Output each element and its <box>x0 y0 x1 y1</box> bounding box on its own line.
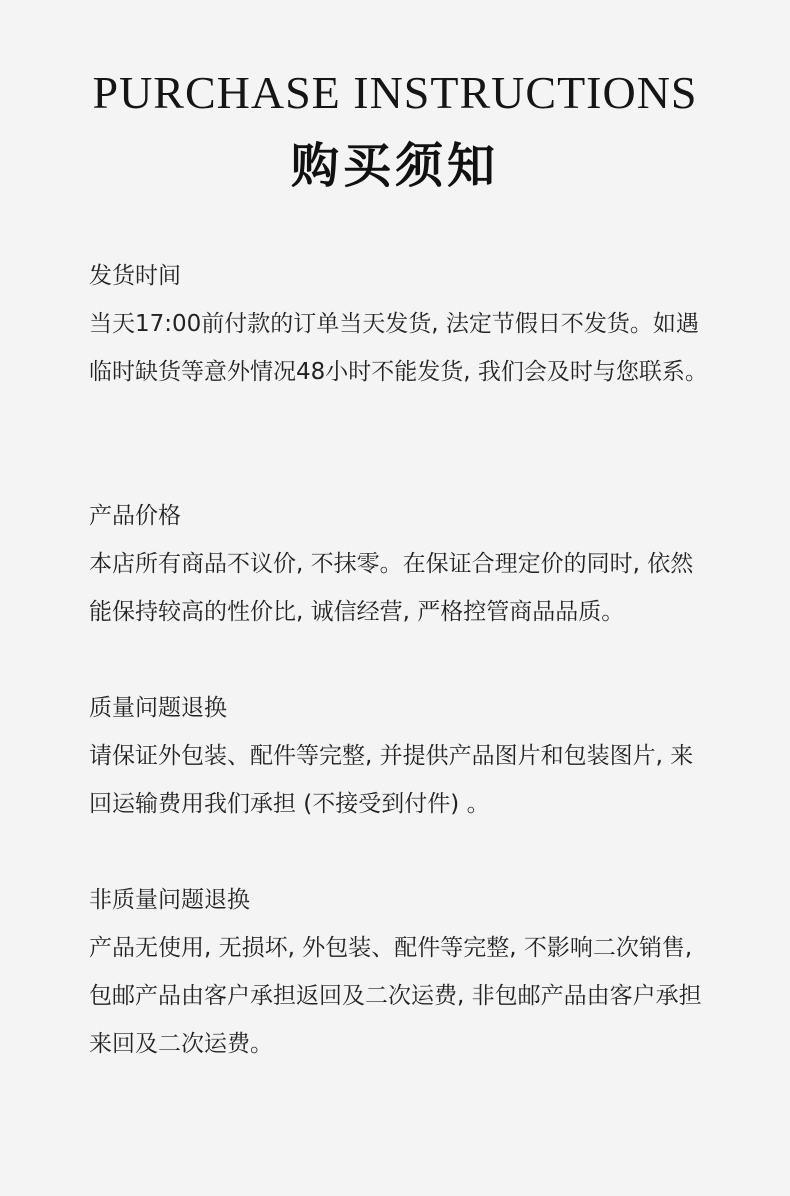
section-body-shipping-time: 当天17:00前付款的订单当天发货, 法定节假日不发货。如遇临时缺货等意外情况48小时不能发货, 我们会及时与您联系。 <box>89 311 708 385</box>
section-body-non-quality-return: 产品无使用, 无损坏, 外包装、配件等完整, 不影响二次销售, 包邮产品由客户承担返回及二次运费, 非包邮产品由客户承担来回及二次运费。 <box>89 935 702 1057</box>
section-non-quality-return <box>89 876 709 1068</box>
section-title-shipping-time: 发货时间 <box>89 263 181 289</box>
title-english: PURCHASE INSTRUCTIONS <box>92 67 698 118</box>
section-body-product-price: 本店所有商品不议价, 不抹零。在保证合理定价的同时, 依然能保持较高的性价比, 诚信经营, 严格控管商品品质。 <box>89 551 694 625</box>
section-quality-return <box>89 684 709 828</box>
section-title-non-quality-return: 非质量问题退换 <box>89 887 250 913</box>
section-body-quality-return: 请保证外包装、配件等完整, 并提供产品图片和包装图片, 来回运输费用我们承担 (不接受到付件) 。 <box>89 743 694 817</box>
section-product-price <box>89 492 709 636</box>
section-title-product-price: 产品价格 <box>89 503 181 529</box>
section-shipping-time <box>89 252 709 396</box>
title-chinese: 购买须知 <box>290 138 499 194</box>
section-title-quality-return: 质量问题退换 <box>89 695 227 721</box>
